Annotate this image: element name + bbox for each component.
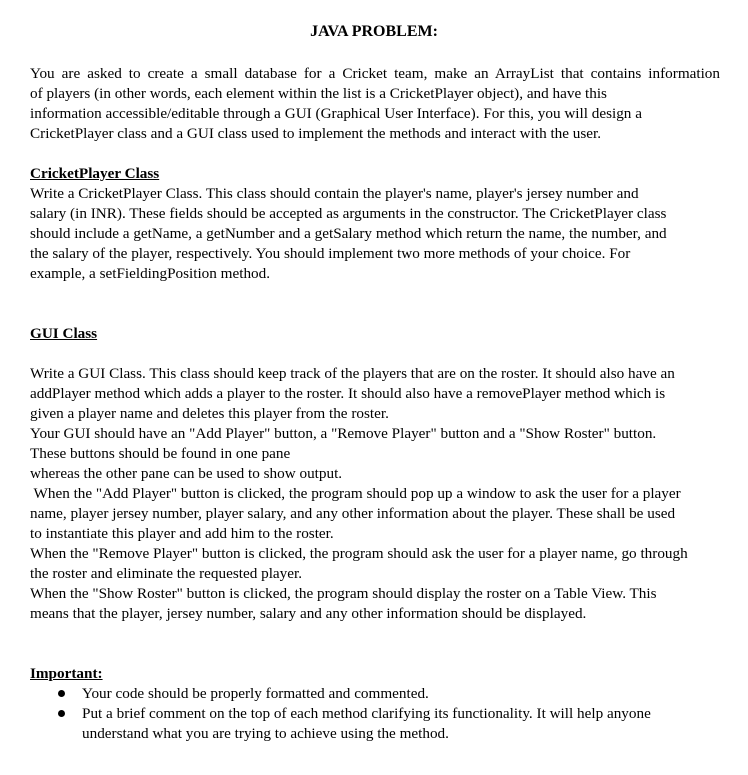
cricket-player-class-heading: CricketPlayer Class xyxy=(30,165,160,182)
bullet-dot-icon xyxy=(58,710,65,717)
gui-line: When the "Add Player" button is clicked, the program should pop up a window to ask the user for a player xyxy=(30,485,681,502)
document-title: JAVA PROBLEM: xyxy=(310,23,438,40)
cricket-player-line: salary (in INR). These fields should be accepted as arguments in the constructor. The CricketPlayer class xyxy=(30,205,667,222)
intro-paragraph xyxy=(30,64,720,144)
gui-class-heading: GUI Class xyxy=(30,325,98,342)
gui-line: When the "Show Roster" button is clicked, the program should display the roster on a Table View. This xyxy=(30,585,657,602)
cricket-player-line: Write a CricketPlayer Class. This class should contain the player's name, player's jersey number and xyxy=(30,185,639,202)
gui-line: means that the player, jersey number, salary and any other information should be displayed. xyxy=(30,605,587,622)
gui-line: given a player name and deletes this player from the roster. xyxy=(30,405,389,422)
bullet-line: Put a brief comment on the top of each method clarifying its functionality. It will help anyone xyxy=(82,705,651,722)
cricket-player-line: should include a getName, a getNumber and a getSalary method which return the name, the number, and xyxy=(30,225,667,242)
important-bullet-list xyxy=(30,684,720,744)
gui-line: Your GUI should have an "Add Player" button, a "Remove Player" button and a "Show Roster" button. xyxy=(30,425,657,442)
cricket-player-line: example, a setFieldingPosition method. xyxy=(30,265,271,282)
gui-line: When the "Remove Player" button is clicked, the program should ask the user for a player name, go through xyxy=(30,545,688,562)
gui-line: addPlayer method which adds a player to the roster. It should also have a removePlayer method which is xyxy=(30,385,666,402)
intro-line: CricketPlayer class and a GUI class used to implement the methods and interact with the user. xyxy=(30,125,602,142)
bullet-line: understand what you are trying to achieve using the method. xyxy=(82,725,449,742)
intro-line: You are asked to create a small database for a Cricket team, make an ArrayList that contains information xyxy=(30,65,720,82)
bullet-item xyxy=(30,704,720,744)
gui-line: whereas the other pane can be used to show output. xyxy=(30,465,343,482)
cricket-player-line: the salary of the player, respectively. You should implement two more methods of your choice. For xyxy=(30,245,631,262)
bullet-line: Your code should be properly formatted and commented. xyxy=(82,685,429,702)
bullet-item xyxy=(30,684,720,704)
cricket-player-paragraph xyxy=(30,184,720,284)
gui-line: These buttons should be found in one pane xyxy=(30,445,291,462)
gui-paragraph xyxy=(30,364,720,624)
bullet-text xyxy=(82,684,720,704)
bullet-text xyxy=(82,704,720,744)
important-heading: Important: xyxy=(30,665,103,682)
gui-line: the roster and eliminate the requested player. xyxy=(30,565,303,582)
gui-line: name, player jersey number, player salary, and any other information about the player. These shall be used xyxy=(30,505,676,522)
gui-line: Write a GUI Class. This class should keep track of the players that are on the roster. It should also have an xyxy=(30,365,675,382)
gui-line: to instantiate this player and add him to the roster. xyxy=(30,525,334,542)
intro-line: information accessible/editable through a GUI (Graphical User Interface). For this, you will design a xyxy=(30,105,642,122)
intro-line: of players (in other words, each element within the list is a CricketPlayer object), and have this xyxy=(30,85,607,102)
bullet-dot-icon xyxy=(58,690,65,697)
